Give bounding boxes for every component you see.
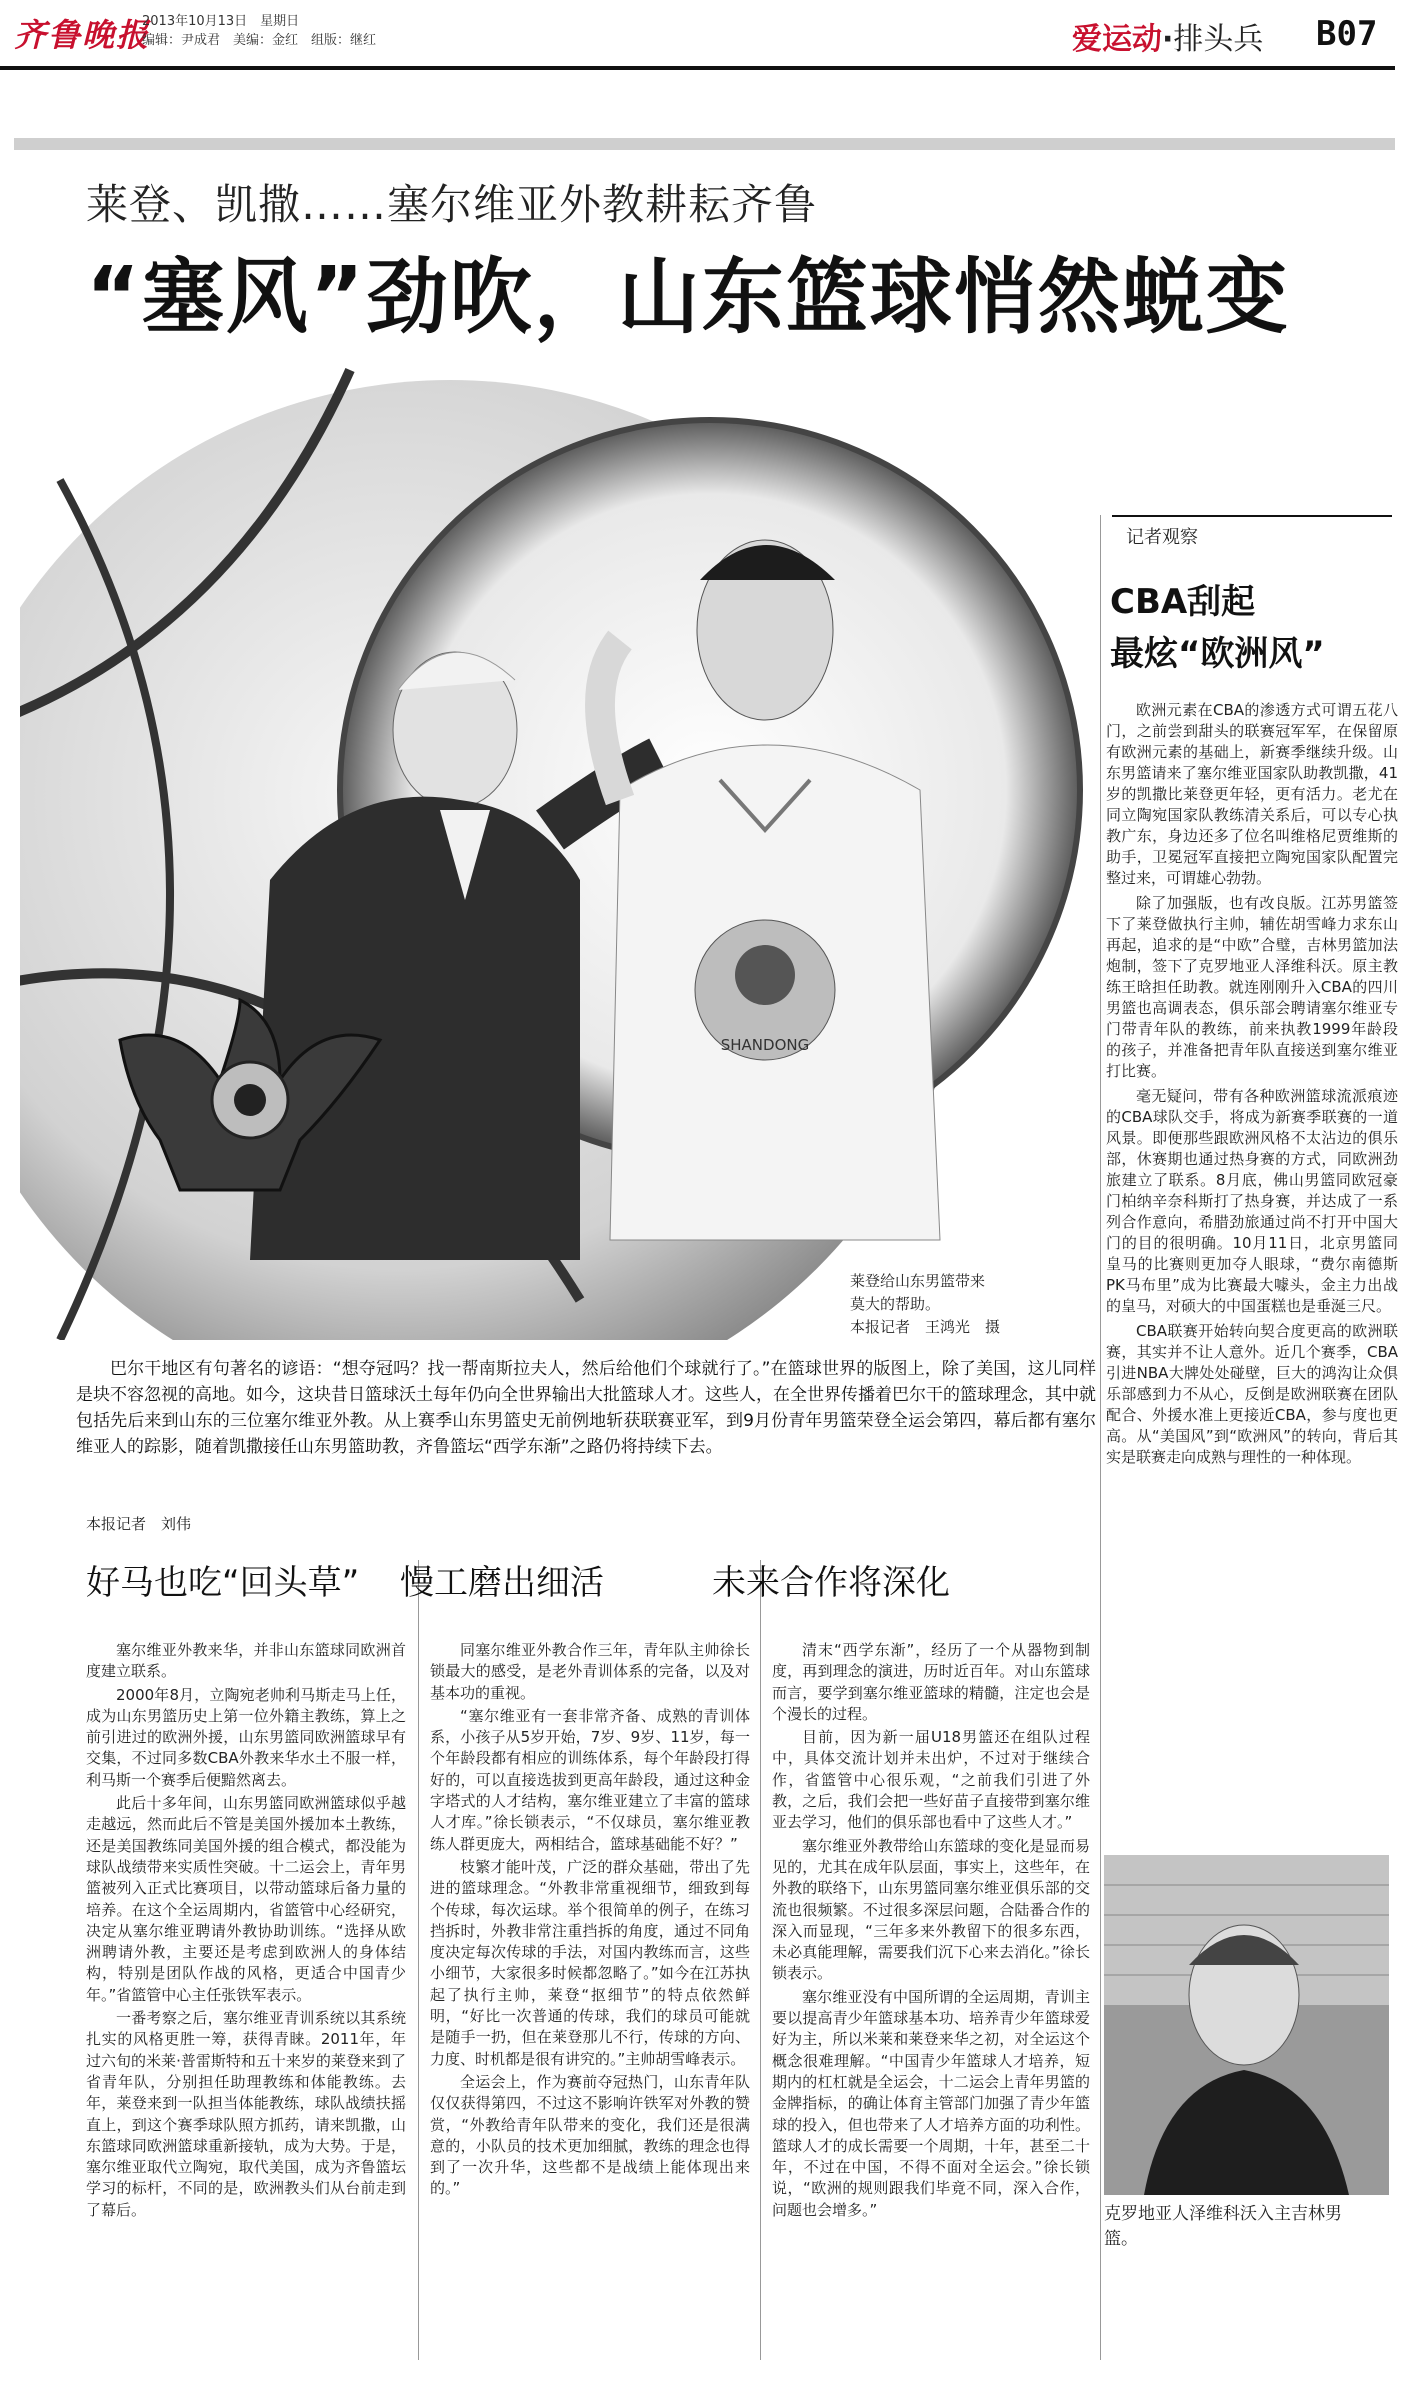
sidebar-tag: 记者观察 (1126, 527, 1198, 548)
jersey-text: SHANDONG (720, 1036, 810, 1054)
column-paragraph: 目前，因为新一届U18男篮还在组队过程中，具体交流计划并未出炉，不过对于继续合作，省篮管中心很乐观，“之前我们引进了外教，之后，我们会把一些好苗子直接带到塞尔维亚去学习，他们的俱乐部也看中了这些人才。” (772, 1728, 1090, 1832)
photo2-caption: 克罗地亚人泽维科沃入主吉林男篮。 (1104, 2204, 1342, 2249)
column-paragraph: 同塞尔维亚外教合作三年，青年队主帅徐长锁最大的感受，是老外青训体系的完备，以及对基本功的重视。 (430, 1641, 750, 1702)
editors-line: 编辑：尹成君 美编：金红 组版：继红 (142, 33, 377, 48)
photo-caption (850, 1270, 1080, 1339)
headline-main: “塞风”劲吹，山东篮球悄然蜕变 (86, 250, 1290, 345)
column-2-title: 慢工磨出细活 (400, 1563, 604, 1603)
column-paragraph: 塞尔维亚没有中国所谓的全运周期，青训主要以提高青少年篮球基本功、培养青少年篮球爱好为主，所以米莱和莱登来华之初，对全运这个概念很难理解。“中国青少年篮球人才培养，短期内的杠杠就是全运会，十二运会上青年男篮的金牌指标，的确让体育主管部门加强了青少年篮球的投入，但也带来了人才培养方面的功利性。篮球人才的成长需要一个周期，十年，甚至二十年，不过在中国，不得不面对全运会。”徐长锁说，“欧洲的规则跟我们毕竟不同，深入合作，问题也会增多。” (772, 1987, 1090, 2219)
basketball-photo (20, 360, 1100, 1340)
column-1-title: 好马也吃“回头草” (86, 1563, 360, 1603)
lead-text: 巴尔干地区有句著名的谚语：“想夺冠吗？找一帮南斯拉夫人，然后给他们个球就行了。”在篮球世界的版图上，除了美国，这儿同样是块不容忽视的高地。如今，这块昔日篮球沃土每年仍向全世界输出大批篮球人才。这些人，在全世界传播着巴尔干的篮球理念，其中就包括先后来到山东的三位塞尔维亚外教。从上赛季山东男篮史无前例地斩获联赛亚军，到9月份青年男篮荣登全运会第四，幕后都有塞尔维亚人的踪影，随着凯撒接任山东男篮助教，齐鲁篮坛“西学东渐”之路仍将持续下去。 (76, 1359, 1096, 1457)
column-paragraph: 塞尔维亚外教来华，并非山东篮球同欧洲首度建立联系。 (86, 1641, 406, 1681)
column-paragraph: “塞尔维亚有一套非常齐备、成熟的青训体系，小孩子从5岁开始，7岁、9岁、11岁，每一个年龄段都有相应的训练体系，每个年龄段打得好的，可以直接选拔到更高年龄段，通过这种金字塔式的人才结构，塞尔维亚建立了丰富的篮球人才库。”徐长锁表示，“不仅球员，塞尔维亚教练人群更庞大，两相结合，篮球基础能不好？” (430, 1706, 750, 1853)
coach-portrait-photo (1104, 1855, 1389, 2195)
column-paragraph: 此后十多年间，山东男篮同欧洲篮球似乎越走越远，然而此后不管是美国外援加本土教练，还是美国教练同美国外援的组合模式，都没能为球队战绩带来实质性突破。十二运会上，青年男篮被列入正式比赛项目，以带动篮球后备力量的培养。在这个全运周期内，省篮管中心经研究，决定从塞尔维亚聘请外教协助训练。“选择从欧洲聘请外教，主要还是考虑到欧洲人的身体结构，特别是团队作战的风格，更适合中国青少年。”省篮管中心主任张铁军表示。 (86, 1794, 406, 2004)
sidebar-divider (1100, 515, 1101, 2360)
section-title (1072, 14, 1263, 58)
date-line: 2013年10月13日 星期日 (142, 14, 300, 29)
issue-meta (142, 12, 376, 50)
column-3-title: 未来合作将深化 (712, 1563, 950, 1603)
sidebar-title-line-1: CBA刮起 (1110, 582, 1256, 622)
column-paragraph: 塞尔维亚外教带给山东篮球的变化是显而易见的，尤其在成年队层面，事实上，这些年，在外教的联络下，山东男篮同塞尔维亚俱乐部的交流也很频繁。不过很多深层问题，合陆番合作的深入而显现，“三年多来外教留下的很多东西，未必真能理解，需要我们沉下心来去消化。”徐长锁表示。 (772, 1836, 1090, 1983)
sidebar-paragraph: 毫无疑问，带有各种欧洲篮球流派痕迹的CBA球队交手，将成为新赛季联赛的一道风景。即便那些跟欧洲风格不太沾边的俱乐部，休赛期也通过热身赛的方式，同欧洲劲旅建立了联系。8月底，佛山男篮同欧冠豪门柏纳辛奈科斯打了热身赛，并达成了一系列合作意向，希腊劲旅通过尚不打开中国大门的目的很明确。10月11日，北京男篮同皇马的比赛则更加夺人眼球，“费尔南德斯PK马布里”成为比赛最大噱头，金主力出战的皇马，对硕大的中国蛋糕也是垂涎三尺。 (1106, 1087, 1398, 1315)
gray-band (14, 138, 1395, 150)
sidebar-paragraph: CBA联赛开始转向契合度更高的欧洲联赛，其实并不让人意外。近几个赛季，CBA引进NBA大牌处处碰壁，巨大的鸿沟让众俱乐部感到力不从心，反倒是欧洲联赛在团队配合、外援水准上更接近CBA，参与度也更高。从“美国风”到“欧洲风”的转向，背后其实是联赛走向成熟与理性的一种体现。 (1106, 1322, 1398, 1466)
sidebar-title (1110, 576, 1400, 680)
section-separator: · (1162, 22, 1174, 57)
column-2-body (430, 1640, 750, 2202)
column-paragraph: 枝繁才能叶茂，广泛的群众基础，带出了先进的篮球理念。“外教非常重视细节，细致到每个传球，每次运球。举个很简单的例子，在练习挡拆时，外教非常注重挡拆的角度，通过不同角度决定每次传球的手法，对国内教练而言，这些小细节，大家很多时候都忽略了。”如今在江苏执起了执行主帅，莱登“抠细节”的特点依然鲜明，“好比一次普通的传球，我们的球员可能就是随手一扔，但在莱登那儿不行，传球的方向、力度、时机都是很有讲究的。”主帅胡雪峰表示。 (430, 1857, 750, 2068)
section-sub: 排头兵 (1173, 22, 1264, 57)
column-divider-1 (418, 1560, 419, 2360)
newspaper-logo: 齐鲁晚报 (14, 16, 151, 54)
byline: 本报记者 刘伟 (86, 1515, 192, 1533)
sidebar-paragraph: 除了加强版，也有改良版。江苏男篮签下了莱登做执行主帅，辅佐胡雪峰力求东山再起，追求的是“中欧”合璧，吉林男篮加法炮制，签下了克罗地亚人泽维科沃。原主教练王晗担任助教。就连刚刚升入CBA的四川男篮也高调表态，俱乐部会聘请塞尔维亚专门带青年队的教练，前来执教1999年龄段的孩子，并准备把青年队直接送到塞尔维亚打比赛。 (1106, 894, 1398, 1080)
column-paragraph: 一番考察之后，塞尔维亚青训系统以其系统扎实的风格更胜一筹，获得青睐。2011年，年过六旬的米莱·普雷斯特和五十来岁的莱登来到了省青年队，分别担任助理教练和体能教练。去年，莱登来到一队担当体能教练，球队战绩扶摇直上，到这个赛季球队照方抓药，请来凯撒，山东篮球同欧洲篮球重新接轨，成为大势。于是，塞尔维亚取代立陶宛，取代美国，成为齐鲁篮坛学习的标杆，不同的是，欧洲教头们从台前走到了幕后。 (86, 2009, 406, 2219)
column-paragraph: 全运会上，作为赛前夺冠热门，山东青年队仅仅获得第四，不过这不影响许铁军对外教的赞赏，“外教给青年队带来的变化，我们还是很满意的，小队员的技术更加细腻，教练的理念也得到了一次升华，这些都不是战绩上能体现出来的。” (430, 2072, 750, 2198)
caption-line-1: 莱登给山东男篮带来 (850, 1272, 986, 1290)
column-1-body (86, 1640, 406, 2223)
caption-line-3: 本报记者 王鸿光 摄 (850, 1318, 1001, 1336)
page-number: B07 (1316, 14, 1378, 54)
column-divider-2 (760, 1560, 761, 2360)
column-paragraph: 清末“西学东渐”，经历了一个从器物到制度，再到理念的演进，历时近百年。对山东篮球而言，要学到塞尔维亚篮球的精髓，注定也会是个漫长的过程。 (772, 1641, 1090, 1723)
sidebar-body (1106, 700, 1398, 1472)
sidebar-title-line-2: 最炫“欧洲风” (1110, 634, 1325, 674)
caption-line-2: 莫大的帮助。 (850, 1295, 941, 1313)
masthead-rule (0, 66, 1395, 70)
sidebar-paragraph: 欧洲元素在CBA的渗透方式可谓五花八门，之前尝到甜头的联赛冠军军，在保留原有欧洲元素的基础上，新赛季继续升级。山东男篮请来了塞尔维亚国家队助教凯撒，41岁的凯撒比莱登更年轻，更有活力。老尤在同立陶宛国家队教练清关系后，可以专心执教广东，身边还多了位名叫维格尼贾维斯的助手，卫冕冠军直接把立陶宛国家队配置完整过来，可谓雄心勃勃。 (1106, 701, 1398, 887)
headline-kicker: 莱登、凯撒……塞尔维亚外教耕耘齐鲁 (86, 180, 818, 229)
sidebar-rule (1112, 515, 1392, 517)
lead-paragraph (76, 1356, 1096, 1460)
section-name: 爱运动 (1072, 22, 1162, 57)
column-3-body (772, 1640, 1090, 2223)
column-paragraph: 2000年8月，立陶宛老帅利马斯走马上任，成为山东男篮历史上第一位外籍主教练，算上之前引进过的欧洲外援，山东男篮同欧洲篮球早有交集，不过同多数CBA外教来华水土不服一样，利马斯一个赛季后便黯然离去。 (86, 1685, 406, 1789)
